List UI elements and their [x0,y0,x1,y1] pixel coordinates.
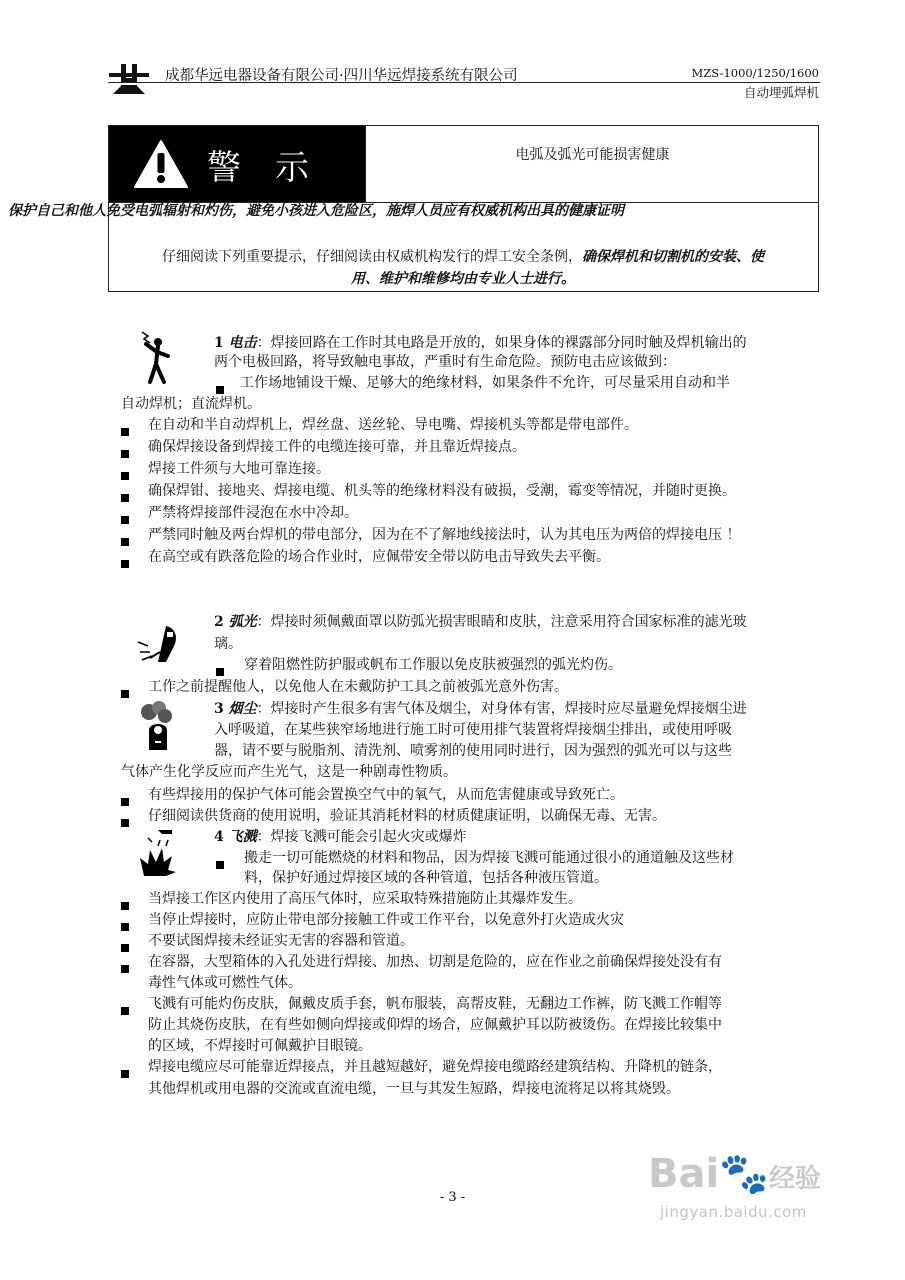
spatter-explosion-icon [138,828,180,878]
spatter-bullet: 当停止焊接时，应防止带电部分接触工件或工作平台，以免意外打火造成火灾 [148,912,624,928]
section-spatter-line1: 4 飞溅：焊接飞溅可能会引起火灾或爆炸 [214,829,467,845]
section-smoke-line3: 器，请不要与脱脂剂、清洗剂、喷雾剂的使用同时进行，因为强烈的弧光可以与这些 [214,743,732,759]
section-electric-line3: 工作场地铺设干燥、足够大的绝缘材料，如果条件不允许，可尽量采用自动和半 [240,375,730,391]
bullet-icon [121,1000,129,1019]
section-arc-line3: 穿着阻燃性防护服或帆布工作服以免皮肤被强烈的弧光灼伤。 [244,657,622,673]
section-smoke-line4: 气体产生化学反应而产生光气，这是一种剧毒性物质。 [121,764,457,780]
warning-bold-text: 保护自己和他人免受电弧辐射和灼伤，避免小孩进入危险区，施焊人员应有权威机构出具的健康证明 [8,203,624,219]
spatter-bullet-4b: 毒性气体或可燃性气体。 [148,975,302,991]
paw-icon: 🐾 [719,1151,770,1197]
warning-title: 警示 [207,148,343,188]
bullet-icon [121,443,129,462]
warning-triangle-icon [133,139,189,189]
spatter-bullet-6b: 其他焊机或用电器的交流或直流电缆，一旦与其发生短路，焊接电流将足以将其烧毁。 [148,1081,680,1097]
arc-light-icon [136,622,180,666]
bullet-icon [121,509,129,528]
electric-bullet: 在高空或有跌落危险的场合作业时，应佩带安全带以防电击导致失去平衡。 [148,549,610,565]
section-electric-line1: 1 电击：焊接回路在工作时其电路是开放的，如果身体的裸露部分同时触及焊机输出的 [214,335,747,351]
warning-subtitle-cell [365,126,818,202]
bullet-icon [121,895,129,914]
header-company: 成都华远电器设备有限公司·四川华远焊接系统有限公司 [165,68,518,84]
bullet-icon [121,937,129,956]
bullet-icon [121,1063,129,1082]
spatter-bullet-5a: 飞溅有可能灼伤皮肤，佩戴皮质手套，帆布服装，高帮皮鞋，无翻边工作裤，防飞溅工作帽等 [148,996,722,1012]
bullet-icon [121,791,129,810]
bullet-icon [121,553,129,572]
electric-shock-icon [136,330,176,388]
bullet-icon [121,812,129,831]
watermark-url: jingyan.baidu.com [660,1203,807,1221]
bullet-icon [121,958,129,977]
fumes-icon [137,700,177,754]
bullet-icon [121,916,129,935]
spatter-bullet: 当焊接工作区内使用了高压气体时，应采取特殊措施防止其爆炸发生。 [148,891,582,907]
section-electric-line4: 自动焊机；直流焊机。 [121,396,261,412]
smoke-bullet: 仔细阅读供货商的使用说明，验证其消耗材料的材质健康证明，以确保无毒、无害。 [148,808,666,824]
warning-title-panel [109,126,365,202]
electric-bullet: 确保焊钳、接地夹、焊接电缆、机头等的绝缘材料没有破损，受潮，霉变等情况，并随时更换。 [148,483,736,499]
electric-bullet: 严禁将焊接部件浸泡在水中冷却。 [148,505,358,521]
warning-normal-text [113,246,813,290]
section-arc-line2: 璃。 [214,636,242,652]
warning-bold-tail-b: 用、维护和维修均由专业人士进行。 [351,271,575,287]
section-spatter-line3: 料，保护好通过焊接区域的各种管道，包括各种液压管道。 [244,870,608,886]
section-smoke-line1: 3 烟尘：焊接时产生很多有害气体及烟尘，对身体有害，焊接时应尽量避免焊接烟尘进 [214,701,747,717]
header-rule [108,82,820,83]
spatter-bullet-4a: 在容器，大型箱体的入孔处进行焊接、加热、切割是危险的，应在作业之前确保焊接处没有有 [148,954,722,970]
electric-bullet: 在自动和半自动焊机上，焊丝盘、送丝轮、导电嘴、焊接机头等都是带电部件。 [148,417,638,433]
bullet-icon [121,683,129,702]
page-number: - 3 - [439,1190,466,1205]
spatter-bullet-6a: 焊接电缆应尽可能靠近焊接点，并且越短越好，避免焊接电缆路经建筑结构、升降机的链条， [148,1059,722,1075]
bullet-icon [121,421,129,440]
electric-bullet: 确保焊接设备到焊接工件的电缆连接可靠，并且靠近焊接点。 [148,439,526,455]
arc-bullet: 工作之前提醒他人，以免他人在未戴防护工具之前被弧光意外伤害。 [148,679,568,695]
section-smoke-line2: 入呼吸道，在某些狭窄场地进行施工时可使用排气装置将焊接烟尘排出，或使用呼吸 [214,722,732,738]
electric-bullet: 焊接工件须与大地可靠连接。 [148,461,330,477]
baidu-watermark: Bai🐾经验 [648,1151,822,1197]
company-logo-icon [107,56,151,100]
bullet-icon [121,465,129,484]
smoke-bullet: 有些焊接用的保护气体可能会置换空气中的氧气，从而危害健康或导致死亡。 [148,787,624,803]
section-arc-line1: 2 弧光：焊接时须佩戴面罩以防弧光损害眼睛和皮肤，注意采用符合国家标准的滤光玻 [214,614,747,630]
spatter-bullet: 不要试图焊接未经证实无害的容器和管道。 [148,933,414,949]
warning-bold-tail-a: 确保焊机和切割机的安装、使 [582,249,764,265]
warning-normal-span: 仔细阅读下列重要提示，仔细阅读由权威机构发行的焊工安全条例， [162,249,582,265]
header-subtitle: 自动埋弧焊机 [743,85,819,100]
bullet-icon [216,854,224,873]
section-spatter-line2: 搬走一切可能燃烧的材料和物品，因为焊接飞溅可能通过很小的通道触及这些材 [244,850,734,866]
warning-subtitle: 电弧及弧光可能损害健康 [515,147,670,163]
bullet-icon [121,531,129,550]
spatter-bullet-5b: 防止其烧伤皮肤，在有些如侧向焊接或仰焊的场合，应佩戴护耳以防被烫伤。在焊接比较集中 [148,1017,722,1033]
spatter-bullet-5c: 的区域，不焊接时可佩戴护目眼镜。 [148,1038,372,1054]
electric-bullet: 严禁同时触及两台焊机的带电部分，因为在不了解地线接法时，认为其电压为两倍的焊接电压 ！ [148,527,741,543]
section-electric-line2: 两个电极回路，将导致触电事故，严重时有生命危险。预防电击应该做到： [214,354,676,370]
header-model: MZS-1000/1250/1600 [691,66,819,80]
bullet-icon [121,487,129,506]
